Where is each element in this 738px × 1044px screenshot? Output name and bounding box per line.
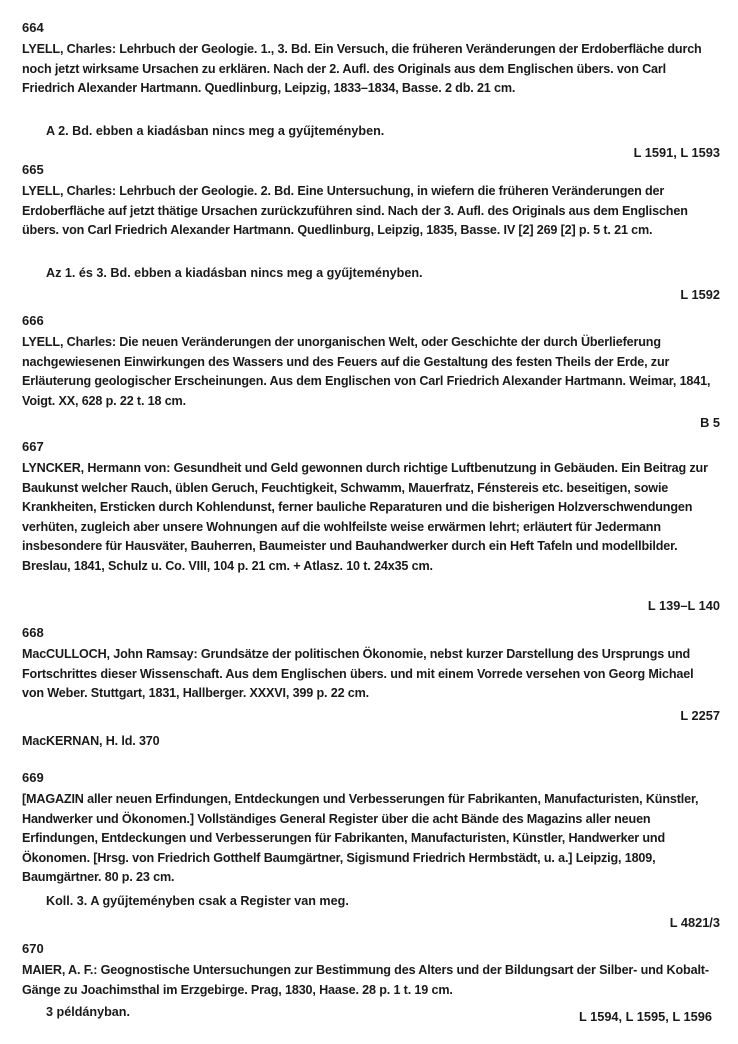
shelf-signature: L 1591, L 1593 [633,145,720,160]
entry-description: MAIER, A. F.: Geognostische Untersuchungen zur Bestimmung des Alters und der Bildungsart der Silber- und Kobalt-Gänge zu Joachimsthal im Erzgebirge. Prag, 1830, Haase. 28 p. 1 t. 19 cm. [22,963,709,997]
entry-description: LYELL, Charles: Lehrbuch der Geologie. 1., 3. Bd. Ein Versuch, die früheren Veränderungen der Erdoberfläche durch noch jetzt wirksame Ursachen zu erklären. Nach der 2. Aufl. des Originals aus dem Englischen übers. von Carl Friedrich Alexander Hartmann. Quedlinburg, Leipzig, 1833–1834, Basse. 2 db. 21 cm. [22,42,702,95]
entry-number: 665 [22,162,44,177]
entry-number: 666 [22,313,44,328]
entry-description: MacCULLOCH, John Ramsay: Grundsätze der politischen Ökonomie, nebst kurzer Darstellung des Ursprungs und Fortschrittes dieser Wissenschaft. Aus dem Englischen übers. und mit einem Vorrede versehen von Georg Michael von Weber. Stuttgart, 1831, Hallberger. XXXVI, 399 p. 22 cm. [22,647,694,700]
entry-description: [MAGAZIN aller neuen Erfindungen, Entdeckungen und Verbesserungen für Fabrikanten, Manufacturisten, Künstler, Handwerker und Ökonomen.] Vollständiges General Register über die acht Bände des Magazins aller neuen Erfindungen, Entdeckungen und Verbesserungen für Fabrikanten, Manufacturisten, Künstler, Handwerker und Ökonomen. [Hrsg. von Friedrich Gotthelf Baumgärtner, Sigismund Friedrich Hermbstädt, u. a.] Leipzig, 1809, Baumgärtner. 80 p. 23 cm. [22,792,699,884]
shelf-signature: B 5 [700,415,720,430]
shelf-signature: L 2257 [680,708,720,723]
entry-number: 664 [22,20,44,35]
entry-note: Koll. 3. A gyűjteményben csak a Register van meg. [46,894,349,908]
entry-note: A 2. Bd. ebben a kiadásban nincs meg a gyűjteményben. [46,124,385,138]
shelf-signature: L 1592 [680,287,720,302]
entry-number: 669 [22,770,44,785]
entry-description: LYNCKER, Hermann von: Gesundheit und Geld gewonnen durch richtige Luftbenutzung in Gebäuden. Ein Beitrag zur Baukunst welcher Rauch, üblen Geruch, Feuchtigkeit, Schwamm, Mauerfratz, Fénstereis etc. beseitigen, sowie Krankheiten, Ersticken durch Kohlendunst, ferner bauliche Reparaturen und die bisherigen Holzverschwendungen verhüten, zugleich aber unsere Wohnungen auf die wohlfeilste weise erwärmen lehrt; erläutert für Jedermann insbesondere für Hausväter, Bauherren, Baumeister und Bauhandwerker durch ein Heft Tafeln und modellbilder. Breslau, 1841, Schulz u. Co. VIII, 104 p. 21 cm. + Atlasz. 10 t. 24x35 cm. [22,461,708,573]
cross-reference-text: MacKERNAN, H. ld. 370 [22,734,160,748]
shelf-signature: L 139–L 140 [647,598,720,613]
shelf-signature: L 4821/3 [669,915,720,930]
entry-note: Az 1. és 3. Bd. ebben a kiadásban nincs meg a gyűjteményben. [46,266,423,280]
entry-description: LYELL, Charles: Die neuen Veränderungen der unorganischen Welt, oder Geschichte der durch Überlieferung nachgewiesenen Einwirkungen des Wassers und des Feuers auf die Gestaltung des festen Theils der Erde, zur Erläuterung geologischer Erscheinungen. Aus dem Englischen von Carl Friedrich Alexander Hartmann. Weimar, 1841, Voigt. XX, 628 p. 22 t. 18 cm. [22,335,711,408]
entry-number: 670 [22,941,44,956]
entry-description: LYELL, Charles: Lehrbuch der Geologie. 2. Bd. Eine Untersuchung, in wiefern die früheren Veränderungen der Erdoberfläche auf jetzt thätige Ursachen zurückzuführen sind. Nach der 3. Aufl. des Originals aus dem Englischen übers. von Carl Friedrich Alexander Hartmann. Quedlinburg, Leipzig, 1835, Basse. IV [2] 269 [2] p. 5 t. 21 cm. [22,184,688,237]
entry-note: 3 példányban. [46,1005,130,1019]
entry-number: 667 [22,439,44,454]
shelf-signature: L 1594, L 1595, L 1596 [578,1009,712,1024]
entry-number: 668 [22,625,44,640]
